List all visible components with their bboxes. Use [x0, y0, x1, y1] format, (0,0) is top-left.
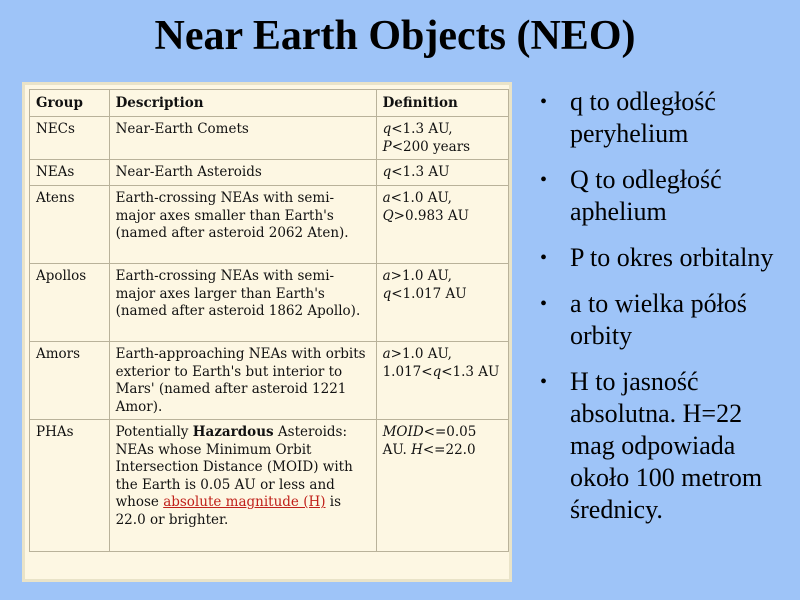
bullet-item: [540, 242, 790, 274]
def-text: <1.0 AU,: [390, 190, 452, 206]
cell-description: Near-Earth Comets: [109, 117, 376, 160]
def-symbol: H: [411, 441, 423, 458]
bullet-item: [540, 86, 790, 150]
cell-description: Earth-crossing NEAs with semi-major axes smaller than Earth's (named after asteroid 2062 Aten).: [109, 186, 376, 264]
def-symbol: q: [382, 285, 392, 302]
def-symbol: q: [382, 164, 392, 180]
cell-definition: [376, 420, 508, 552]
bullet-list: [540, 86, 790, 540]
bullet-item: [540, 366, 790, 526]
bullet-icon: •: [540, 91, 548, 113]
def-text: <200 years: [391, 138, 471, 155]
cell-definition: [376, 186, 508, 264]
cell-group: Atens: [30, 186, 110, 264]
neo-table-panel: [22, 82, 512, 582]
absolute-magnitude-link[interactable]: absolute magnitude (H): [163, 494, 326, 510]
def-text: >1.0 AU,: [390, 346, 452, 362]
bullet-text: a to wielka półoś orbity: [570, 289, 747, 350]
cell-description: [109, 420, 376, 552]
header-description: Description: [109, 90, 376, 117]
desc-text: Asteroids: NEAs whose Minimum Orbit Intersection Distance (MOID) with the Earth is 0.05 AU or less and whose: [115, 424, 353, 510]
table-row: [30, 420, 509, 552]
neo-table: [29, 89, 509, 552]
table-row: [30, 342, 509, 420]
desc-text: Potentially: [115, 424, 193, 440]
header-definition: Definition: [376, 90, 508, 117]
cell-description: Earth-crossing NEAs with semi-major axes larger than Earth's (named after asteroid 1862 Apollo).: [109, 264, 376, 342]
cell-description: Earth-approaching NEAs with orbits exterior to Earth's but interior to Mars' (named after asteroid 1221 Amor).: [109, 342, 376, 420]
desc-bold: Hazardous: [192, 424, 274, 440]
cell-description: Near-Earth Asteroids: [109, 160, 376, 186]
def-text: 1.017<: [382, 363, 433, 380]
cell-group: NEAs: [30, 160, 110, 186]
def-text: <1.017 AU: [391, 285, 467, 302]
bullet-item: [540, 288, 790, 352]
def-symbol: MOID: [382, 424, 424, 440]
cell-group: NECs: [30, 117, 110, 160]
cell-group: Apollos: [30, 264, 110, 342]
def-text: >1.0 AU,: [390, 268, 452, 284]
def-text: <=0.05 AU.: [382, 424, 477, 458]
def-symbol: P: [382, 138, 392, 155]
table-row: [30, 186, 509, 264]
table-row: [30, 117, 509, 160]
bullet-item: [540, 164, 790, 228]
bullet-text: q to odległość peryhelium: [570, 87, 716, 148]
table-row: [30, 264, 509, 342]
bullet-text: P to okres orbitalny: [570, 243, 774, 272]
bullet-text: H to jasność absolutna. H=22 mag odpowiada około 100 metrom średnicy.: [570, 367, 763, 524]
bullet-text: Q to odległość aphelium: [570, 165, 722, 226]
cell-group: Amors: [30, 342, 110, 420]
def-text: <1.3 AU: [391, 164, 450, 180]
bullet-icon: •: [540, 293, 548, 315]
def-text: <=22.0: [422, 441, 476, 458]
def-text: >0.983 AU: [393, 207, 470, 224]
header-group: Group: [30, 90, 110, 117]
def-symbol: Q: [382, 207, 394, 224]
table-header-row: [30, 90, 509, 117]
cell-definition: [376, 117, 508, 160]
def-symbol: a: [382, 346, 391, 362]
def-text: <1.3 AU: [441, 363, 500, 380]
bullet-icon: •: [540, 169, 548, 191]
bullet-icon: •: [540, 371, 548, 393]
cell-definition: [376, 264, 508, 342]
cell-definition: [376, 160, 508, 186]
def-symbol: a: [382, 190, 391, 206]
table-row: [30, 160, 509, 186]
cell-group: PHAs: [30, 420, 110, 552]
def-symbol: a: [382, 268, 391, 284]
cell-definition: [376, 342, 508, 420]
def-symbol: q: [382, 121, 392, 137]
desc-text: is 22.0 or brighter.: [115, 494, 342, 528]
def-text: <1.3 AU,: [391, 121, 453, 137]
bullet-icon: •: [540, 247, 548, 269]
def-symbol: q: [432, 363, 442, 380]
slide-title: Near Earth Objects (NEO): [154, 13, 636, 59]
